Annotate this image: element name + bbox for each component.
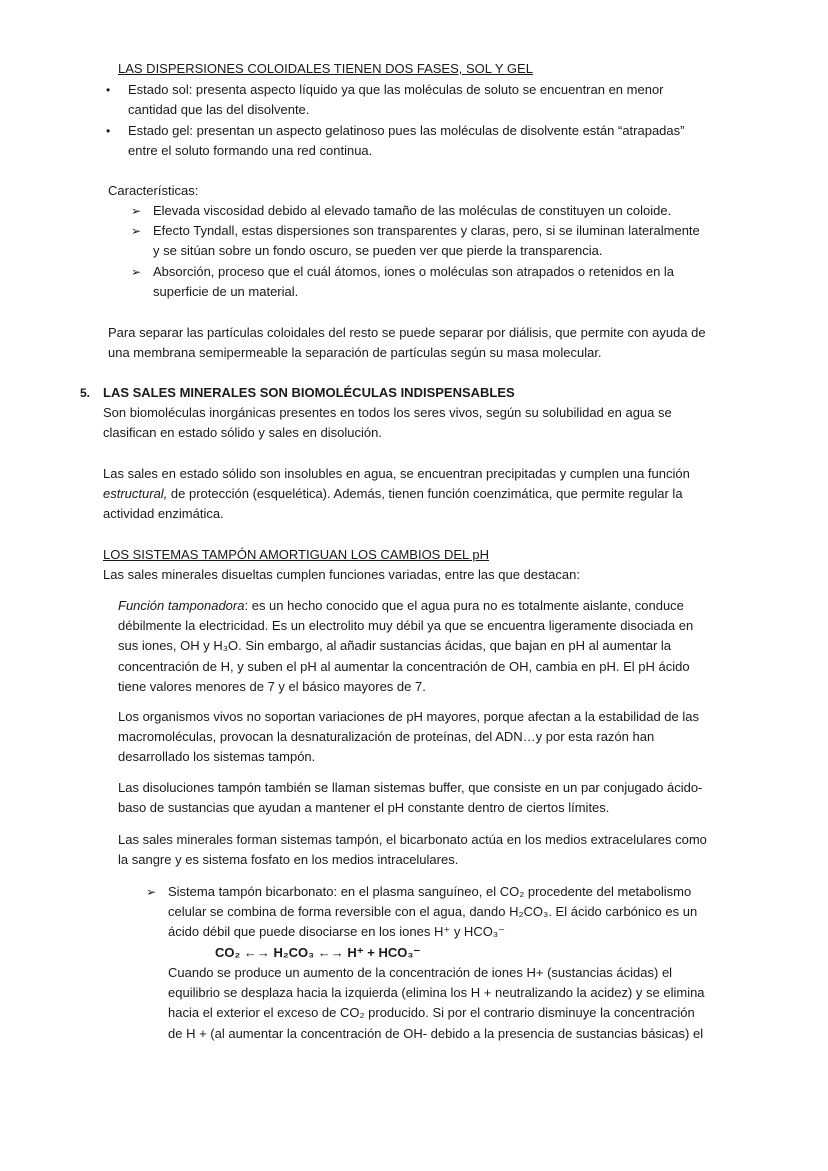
arrow-bullet-icon: ➢ — [146, 885, 157, 899]
arrow-absorcion-line: Absorción, proceso que el cuál átomos, iones o moléculas son atrapados o retenidos en la — [153, 264, 675, 279]
paragraph-funcion-tamponadora-line: tiene valores menores de 7 y el básico mayores de 7. — [118, 678, 426, 694]
paragraph-dialisis-line: una membrana semipermeable la separación de partículas según su masa molecular. — [108, 345, 602, 361]
arrow-bullet-icon: ➢ — [131, 224, 142, 238]
arrow-sistema-bicarbonato-line: celular se combina de forma reversible con el agua, dando H₂CO₃. El ácido carbónico es un — [168, 904, 698, 920]
paragraph-funcion-tamponadora-line: sus iones, OH y H₃O. Sin embargo, al añadir sustancias ácidas, que bajan en pH al aumentar la — [118, 638, 672, 654]
bullet-icon: • — [106, 124, 111, 138]
paragraph-buffer-line: baso de sustancias que ayudan a mantener el pH constante dentro de ciertos límites. — [118, 800, 610, 816]
bullet-sol-line: cantidad que las del disolvente. — [128, 102, 310, 118]
paragraph-bicarbonato-fosfato-line: Las sales minerales forman sistemas tampón, el bicarbonato actúa en los medios extracelulares como — [118, 832, 707, 847]
arrow-sistema-bicarbonato-line: Sistema tampón bicarbonato: en el plasma sanguíneo, el CO₂ procedente del metabolismo — [168, 884, 692, 899]
paragraph-sales-solido-line — [103, 484, 683, 504]
text-run: : es un hecho conocido que el agua pura no es totalmente aislante, conduce — [244, 598, 684, 613]
paragraph-organismos-line: macromoléculas, provocan la desnaturalización de proteínas, del ADN…y por esta razón han — [118, 729, 655, 745]
bullet-gel-line: Estado gel: presentan un aspecto gelatinoso pues las moléculas de disolvente están “atrapadas” — [128, 123, 685, 138]
section-title-tampon-line: LOS SISTEMAS TAMPÓN AMORTIGUAN LOS CAMBIOS DEL pH — [103, 547, 489, 562]
bullet-icon: • — [106, 83, 111, 97]
paragraph-funcion-tamponadora-line: débilmente la electricidad. Es un electrolito muy débil ya que se encuentra ligeramente disociada en — [118, 618, 694, 634]
paragraph-funcion-tamponadora-line: concentración de H, y suben el pH al aumentar la concentración de OH, cambia en pH. El pH ácido — [118, 658, 690, 674]
arrow-viscosidad-line: Elevada viscosidad debido al elevado tamaño de las moléculas de constituyen un coloide. — [153, 203, 672, 218]
equation-bicarbonato-line: CO₂ ←→ H₂CO₃ ←→ H⁺ + HCO₃⁻ — [215, 945, 421, 960]
italic-term: estructural, — [103, 486, 168, 502]
arrow-bullet-icon: ➢ — [131, 204, 142, 218]
paragraph-equilibrio-line: hacia el exterior el exceso de CO₂ producido. Si por el contrario disminuye la concentración — [168, 1005, 695, 1021]
paragraph-buffer-line: Las disoluciones tampón también se llaman sistemas buffer, que consiste en un par conjugado ácido- — [118, 780, 703, 795]
paragraph-sales-intro-line: clasifican en estado sólido y sales en disolución. — [103, 425, 382, 441]
italic-term: Función tamponadora — [118, 598, 245, 613]
arrow-tyndall-line: Efecto Tyndall, estas dispersiones son transparentes y claras, pero, si se iluminan lateralmente — [153, 223, 700, 238]
bullet-gel-line: entre el soluto formando una red continua. — [128, 143, 373, 159]
bullet-sol-line: Estado sol: presenta aspecto líquido ya que las moléculas de soluto se encuentran en menor — [128, 82, 664, 97]
section-title-coloides-line: LAS DISPERSIONES COLOIDALES TIENEN DOS FASES, SOL Y GEL — [118, 61, 533, 76]
paragraph-sales-solido-line: actividad enzimática. — [103, 506, 224, 522]
paragraph-bicarbonato-fosfato-line: la sangre y es sistema fosfato en los medios intracelulares. — [118, 852, 459, 868]
paragraph-organismos-line: desarrollado los sistemas tampón. — [118, 749, 316, 765]
paragraph-tampon-intro-line: Las sales minerales disueltas cumplen funciones variadas, entre las que destacan: — [103, 567, 580, 582]
arrow-bullet-icon: ➢ — [131, 265, 142, 279]
paragraph-sales-intro-line: Son biomoléculas inorgánicas presentes en todos los seres vivos, según su solubilidad en agua se — [103, 405, 672, 420]
text-run: de protección (esquelética). Además, tienen función coenzimática, que permite regular la — [167, 486, 683, 502]
heading-sales-minerales-line: LAS SALES MINERALES SON BIOMOLÉCULAS INDISPENSABLES — [103, 385, 515, 400]
arrow-absorcion-line: superficie de un material. — [153, 284, 299, 300]
arrow-tyndall-line: y se sitúan sobre un fondo oscuro, se pueden ver que pierde la transparencia. — [153, 243, 603, 259]
paragraph-equilibrio-line: de H + (al aumentar la concentración de OH- debido a la presencia de sustancias básicas) el — [168, 1025, 704, 1041]
paragraph-organismos-line: Los organismos vivos no soportan variaciones de pH mayores, porque afectan a la estabilidad de las — [118, 709, 700, 724]
paragraph-equilibrio-line: Cuando se produce un aumento de la concentración de iones H+ (sustancias ácidas) el — [168, 965, 673, 980]
paragraph-dialisis-line: Para separar las partículas coloidales del resto se puede separar por diálisis, que permite con ayuda de — [108, 325, 706, 340]
section-number: 5. — [80, 386, 91, 400]
paragraph-sales-solido-line: Las sales en estado sólido son insolubles en agua, se encuentran precipitadas y cumplen una función — [103, 466, 690, 481]
arrow-sistema-bicarbonato-line: ácido débil que puede disociarse en los iones H⁺ y HCO₃⁻ — [168, 924, 505, 940]
caracteristicas-label-line: Características: — [108, 183, 199, 198]
paragraph-equilibrio-line: equilibrio se desplaza hacia la izquierda (elimina los H + neutralizando la acidez) y se elimina — [168, 985, 705, 1001]
paragraph-funcion-tamponadora-line — [118, 596, 684, 616]
